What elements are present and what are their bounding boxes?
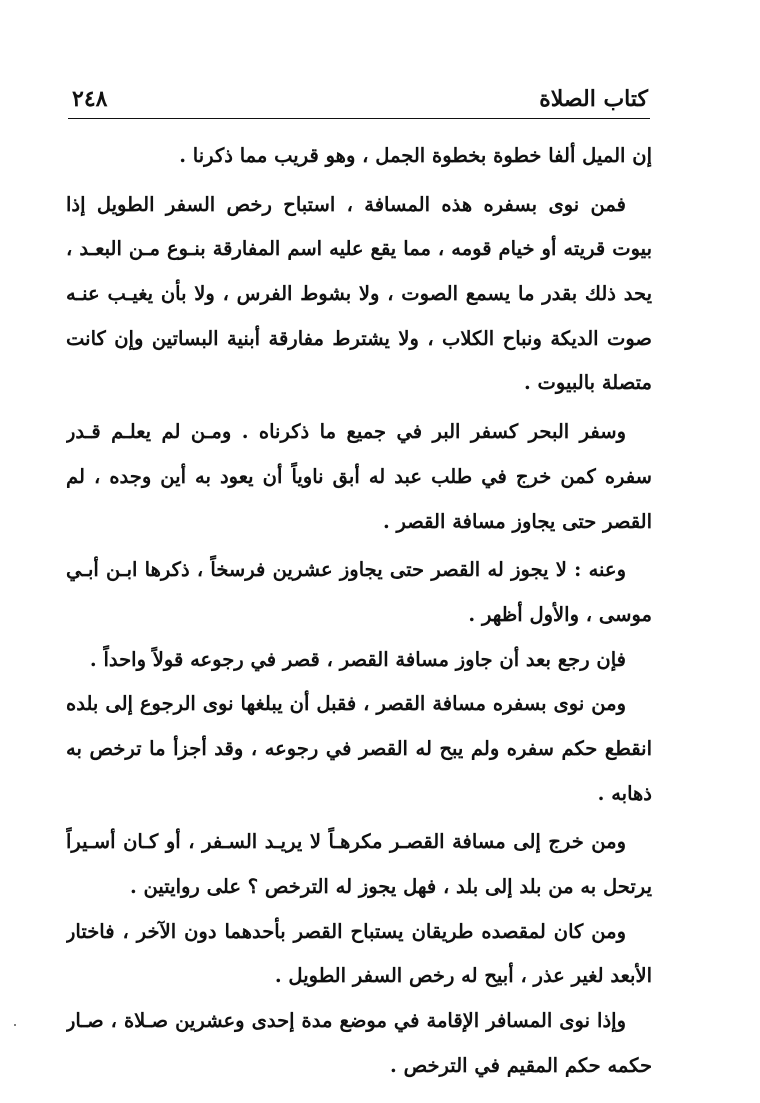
page-number: ٢٤٨: [72, 86, 108, 112]
text-line: بيوت قريته أو خيام قومه ، مما يقع عليه اسم المفارقة بنـوع مـن البعـد ،: [66, 237, 652, 261]
text-line: حكمه حكم المقيم في الترخص .: [390, 1053, 652, 1077]
text-line: وعنه : لا يجوز له القصر حتى يجاوز عشرين فرسخاً ، ذكرها ابـن أبـي: [66, 558, 626, 582]
chapter-title: كتاب الصلاة: [539, 86, 648, 112]
running-header: [68, 84, 650, 119]
text-line: ومن خرج إلى مسافة القصـر مكرهـاً لا يريـد السـفر ، أو كـان أسـيراً: [66, 830, 626, 854]
text-line: يرتحل به من بلد إلى بلد ، فهل يجوز له الترخص ؟ على روايتين .: [129, 875, 652, 898]
text-line: موسى ، والأول أظهر .: [468, 602, 652, 626]
text-line: انقطع حكم سفره ولم يبح له القصر في رجوعه ، وقد أجزأ ما ترخص به: [66, 736, 652, 760]
text-line: ومن نوى بسفره مسافة القصر ، فقبل أن يبلغها نوى الرجوع إلى بلده: [66, 692, 626, 716]
scan-speck: [14, 1024, 16, 1026]
text-line: ومن كان لمقصده طريقان يستباح القصر بأحدهما دون الآخر ، فاختار: [66, 919, 626, 943]
text-line: صوت الديكة ونباح الكلاب ، ولا يشترط مفارقة أبنية البساتين وإن كانت: [66, 326, 652, 350]
text-line: فمن نوى بسفره هذه المسافة ، استباح رخص السفر الطويل إذا: [66, 192, 626, 216]
text-body: [66, 134, 652, 1088]
text-line: وإذا نوى المسافر الإقامة في موضع مدة إحدى وعشرين صـلاة ، صـار: [66, 1009, 626, 1033]
text-line: ذهابه .: [597, 781, 652, 805]
text-line: متصلة بالبيوت .: [523, 371, 652, 395]
text-line: يحد ذلك بقدر ما يسمع الصوت ، ولا بشوط الفرس ، ولا بأن يغيـب عنـه: [66, 282, 652, 306]
text-line: سفره كمن خرج في طلب عبد له أبق ناوياً أن يعود به أين وجده ، لم: [66, 464, 652, 488]
text-line: إن الميل ألفا خطوة بخطوة الجمل ، وهو قريب مما ذكرنا .: [179, 144, 652, 167]
text-line: وسفر البحر كسفر البر في جميع ما ذكرناه . ومـن لم يعلـم قـدر: [66, 420, 626, 444]
text-line: الأبعد لغير عذر ، أبيح له رخص السفر الطويل .: [274, 964, 652, 988]
text-line: فإن رجع بعد أن جاوز مسافة القصر ، قصر في رجوعه قولاً واحداً .: [89, 647, 626, 671]
text-line: القصر حتى يجاوز مسافة القصر .: [382, 509, 652, 533]
